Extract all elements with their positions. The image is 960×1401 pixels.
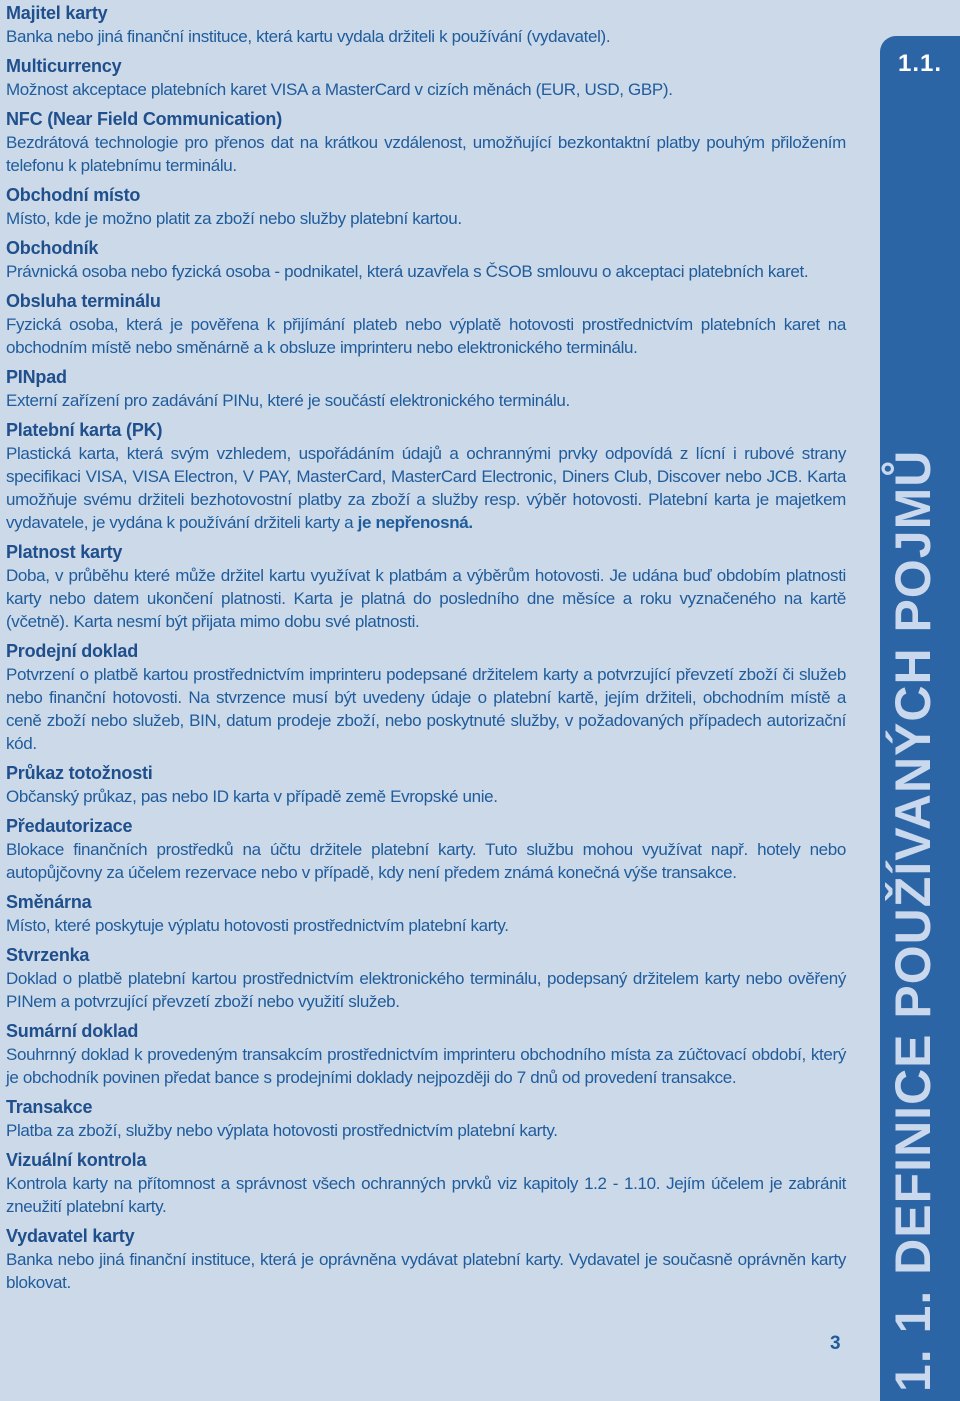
definition: Kontrola karty na přítomnost a správnost všech ochranných prvků viz kapitoly 1.2 - 1.10. Jejím účelem je zabránit zneužití platební karty. xyxy=(6,1174,846,1216)
glossary-entry xyxy=(6,237,846,283)
term: Vizuální kontrola xyxy=(6,1150,147,1170)
glossary-entry xyxy=(6,944,846,1013)
glossary-entry xyxy=(6,1149,846,1218)
term: Vydavatel karty xyxy=(6,1226,135,1246)
term: Obchodní místo xyxy=(6,185,141,205)
glossary-entry xyxy=(6,290,846,359)
term: PINpad xyxy=(6,367,67,387)
term: Obchodník xyxy=(6,238,99,258)
definition: Místo, které poskytuje výplatu hotovosti prostřednictvím platební karty. xyxy=(6,916,509,935)
definition: Fyzická osoba, která je pověřena k přijímání plateb nebo výplatě hotovosti prostřednictvím platebních karet na obchodním místě nebo směnárně a k obsluze imprinteru nebo elektronického terminálu. xyxy=(6,315,846,357)
glossary-entry xyxy=(6,541,846,633)
chapter-sidebar xyxy=(880,36,960,1401)
definition: Možnost akceptace platebních karet VISA a MasterCard v cizích měnách (EUR, USD, GBP). xyxy=(6,80,673,99)
definition: Banka nebo jiná finanční instituce, která je oprávněna vydávat platební karty. Vydavatel je současně oprávněn karty blokovat. xyxy=(6,1250,846,1292)
term: Stvrzenka xyxy=(6,945,90,965)
term: NFC (Near Field Communication) xyxy=(6,109,283,129)
glossary-entry xyxy=(6,2,846,48)
definition: Souhrnný doklad k provedeným transakcím prostřednictvím imprinteru obchodního místa za zúčtovací období, který je obchodník povinen předat bance s prodejními doklady nejpozději do 7 dnů od provedení transakce. xyxy=(6,1045,846,1087)
definition: Doklad o platbě platební kartou prostřednictvím elektronického terminálu, podepsaný držitelem karty nebo ověřený PINem a potvrzující převzetí zboží nebo využití služeb. xyxy=(6,969,846,1011)
definition: Externí zařízení pro zadávání PINu, které je součástí elektronického terminálu. xyxy=(6,391,570,410)
glossary-entry xyxy=(6,1225,846,1294)
section-number: 1.1. xyxy=(897,50,943,77)
definition-emphasis: je nepřenosná. xyxy=(357,513,473,532)
term: Multicurrency xyxy=(6,56,122,76)
term: Platební karta (PK) xyxy=(6,420,163,440)
definition: Právnická osoba nebo fyzická osoba - podnikatel, která uzavřela s ČSOB smlouvu o akceptaci platebních karet. xyxy=(6,262,809,281)
glossary-entry xyxy=(6,891,846,937)
definition: Místo, kde je možno platit za zboží nebo služby platební kartou. xyxy=(6,209,462,228)
term: Majitel karty xyxy=(6,3,108,23)
definition-text: Plastická karta, která svým vzhledem, uspořádáním údajů a ochrannými prvky odpovídá z lícní i rubové strany specifikaci VISA, VISA Electron, V PAY, MasterCard, MasterCard Electronic, Diners Club, Discover nebo JCB. Karta umožňuje svému držiteli bezhotovostní platby za zboží a služby resp. výběr hotovosti. Platební karta je majetkem vydavatele, je vydána k používání držiteli karty a xyxy=(6,444,846,532)
glossary-entry xyxy=(6,108,846,177)
definition: Doba, v průběhu které může držitel kartu využívat k platbám a výběrům hotovosti. Je udána buď obdobím platnosti karty nebo datem ukončení platnosti. Karta je platná do posledního dne měsíce a roku vyznačeného na kartě (včetně). Karta nesmí být přijata mimo dobu své platnosti. xyxy=(6,566,846,631)
term: Transakce xyxy=(6,1097,93,1117)
glossary-entry xyxy=(6,419,846,534)
term: Průkaz totožnosti xyxy=(6,763,153,783)
chapter-title: 1. 1. DEFINICE POUŽÍVANÝCH POJMŮ xyxy=(885,449,941,1392)
glossary xyxy=(6,2,846,1301)
definition: Blokace finančních prostředků na účtu držitele platební karty. Tuto službu mohou využívat např. hotely nebo autopůjčovny za účelem rezervace nebo v případě, kdy není předem známá konečná výše transakce. xyxy=(6,840,846,882)
glossary-entry xyxy=(6,366,846,412)
glossary-entry xyxy=(6,762,846,808)
term: Předautorizace xyxy=(6,816,133,836)
glossary-entry xyxy=(6,640,846,755)
definition: Potvrzení o platbě kartou prostřednictvím imprinteru podepsané držitelem karty a potvrzující převzetí zboží či služeb nebo finanční hotovosti. Na stvrzence musí být uvedeny údaje o platební kartě, jejím držiteli, obchodním místě a ceně zboží nebo služeb, BIN, datum prodeje zboží, nebo poskytnuté služby, v požadovaných případech autorizační kód. xyxy=(6,665,846,753)
term: Směnárna xyxy=(6,892,92,912)
glossary-entry xyxy=(6,55,846,101)
page-number: 3 xyxy=(830,1333,841,1354)
glossary-entry xyxy=(6,1096,846,1142)
term: Obsluha terminálu xyxy=(6,291,161,311)
definition: Bezdrátová technologie pro přenos dat na krátkou vzdálenost, umožňující bezkontaktní platby pouhým přiložením telefonu k platebnímu terminálu. xyxy=(6,133,846,175)
definition: Občanský průkaz, pas nebo ID karta v případě země Evropské unie. xyxy=(6,787,498,806)
definition: Platba za zboží, služby nebo výplata hotovosti prostřednictvím platební karty. xyxy=(6,1121,558,1140)
glossary-entry xyxy=(6,815,846,884)
term: Sumární doklad xyxy=(6,1021,139,1041)
definition: Banka nebo jiná finanční instituce, která kartu vydala držiteli k používání (vydavatel). xyxy=(6,27,611,46)
glossary-entry xyxy=(6,184,846,230)
definition xyxy=(6,442,846,534)
glossary-entry xyxy=(6,1020,846,1089)
term: Prodejní doklad xyxy=(6,641,139,661)
term: Platnost karty xyxy=(6,542,123,562)
